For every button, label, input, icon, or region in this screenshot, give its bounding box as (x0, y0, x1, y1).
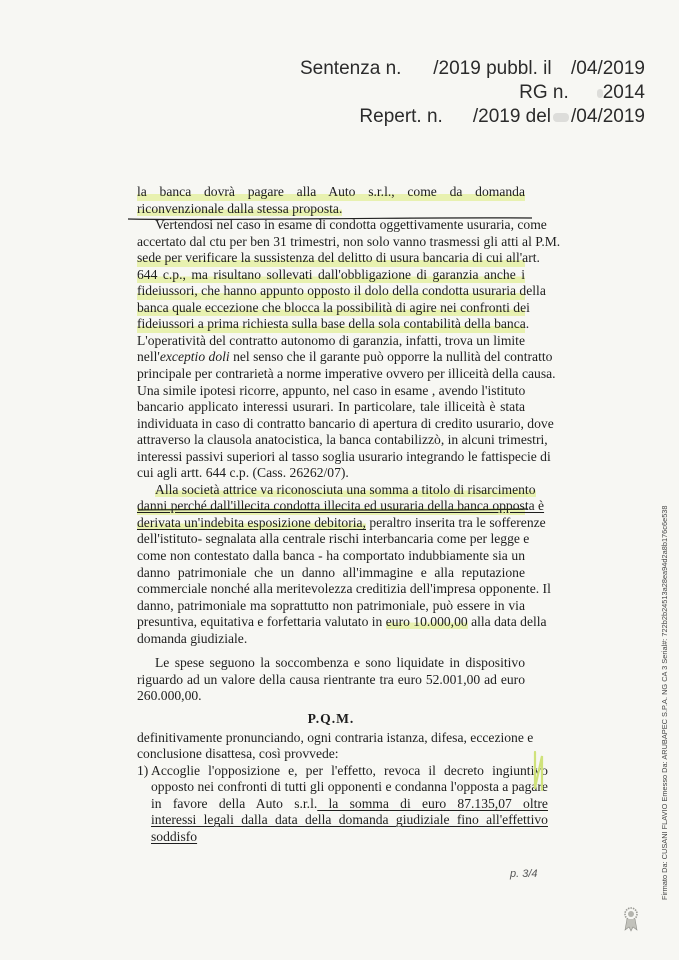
sentence-header (300, 58, 645, 130)
text-line-wrap (137, 481, 536, 499)
list-number: 1) (137, 762, 149, 778)
margin-highlighter-mark (532, 748, 546, 794)
text-line: fideiussori a prima richiesta sulla base della sola contabilità della banca. (137, 316, 530, 332)
paragraph-counterclaim (137, 184, 525, 217)
header-repert-date: /04/2019 (571, 106, 645, 127)
pen-underline (136, 506, 531, 516)
text-line: Le spese seguono la soccombenza e sono liquidate in dispositivo (155, 655, 525, 671)
redaction-blot (597, 89, 603, 98)
spacer (137, 647, 525, 655)
text-line: danno, patrimoniale ma soprattutto non patrimoniale, può essere in via (137, 597, 525, 613)
header-rg-line (300, 82, 645, 106)
header-repert-label: Repert. n. (359, 106, 443, 127)
text-line: dell'istituto- segnalata alla centrale rischi interbancaria come per legge e (137, 531, 530, 547)
text-line: domanda giudiziale. (137, 630, 248, 646)
text-fragment: peraltro inserita tra le sofferenze (365, 514, 546, 530)
text-line: banca quale eccezione che blocca la possibilità di agire nei confronti dei (137, 299, 530, 315)
signature-text: Firmato Da: CUSANI FLAVIO Emesso Da: ARUBAPEC S.P.A. NG CA 3 Serial#: 722b2b24513a28ea94d2a8b176c6e538 (660, 505, 669, 900)
text-fragment: derivata un'indebita esposizione debitoria, (137, 514, 366, 530)
text-line: Alla società attrice va riconosciuta una somma a titolo di risarcimento (155, 481, 536, 497)
header-sentence-label: Sentenza n. (300, 58, 402, 79)
text-line: Una simile ipotesi ricorre, appunto, nel caso in esame , avendo l'istituto (137, 382, 526, 398)
text-fragment: nell' (137, 349, 160, 365)
text-line: soddisfo (151, 828, 198, 844)
text-line: interessi passivi superiori al tasso soglia usurario integrando le fattispecie di (137, 448, 551, 464)
text-line: cui agli artt. 644 c.p. (Cass. 26262/07). (137, 465, 349, 481)
redaction-blot (553, 113, 569, 122)
paragraph-costs (137, 655, 525, 705)
text-line: Accoglie l'opposizione e, per l'effetto, revoca il decreto ingiuntivo (151, 762, 548, 778)
header-repert-number: /2019 del (472, 106, 552, 127)
text-line: conclusione disattesa, così provvede: (137, 746, 339, 762)
page-number: p. 3/4 (510, 868, 538, 880)
text-fragment: in favore della Auto s.r.l. (151, 795, 318, 811)
text-line: definitivamente pronunciando, ogni contraria istanza, difesa, eccezione e (137, 729, 534, 745)
italic-term: exceptio doli (159, 349, 230, 365)
text-fragment: presuntiva, equitativa e forfettaria valutato in (137, 614, 386, 630)
header-pubbl-label: /2019 pubbl. il (433, 58, 552, 79)
list-body (151, 763, 548, 846)
text-line: la banca dovrà pagare alla Auto s.r.l., come da domanda (137, 184, 525, 199)
header-rg-label: RG n. (519, 82, 569, 103)
pqm-heading: P.Q.M. (307, 710, 355, 726)
text-fragment: alla data della (467, 614, 547, 630)
text-line: accertato dal ctu per ben 31 trimestri, non solo vanno trasmessi gli atti al P.M. (137, 233, 561, 249)
text-line: bancario applicato interessi usurari. In particolare, tale illiceità è stata (137, 399, 525, 415)
header-repert-line (300, 106, 645, 130)
text-line: individuata in caso di contratto bancario di apertura di credito usurario, dove (137, 415, 554, 431)
text-line: 644 c.p., ma risultano sollevati dall'obbligazione di garanzia anche i (137, 266, 525, 282)
text-line: L'operatività del contratto autonomo di garanzia, infatti, trova un limite (137, 332, 525, 348)
text-line: danni perché dall'illecita condotta illecita ed usuraria della banca opposta è (137, 498, 545, 514)
text-line-wrap (151, 796, 548, 813)
text-line-wrap (137, 614, 547, 631)
text-line: 260.000,00. (137, 688, 202, 704)
text-fragment: nel senso che il garante può opporre la nullità del contratto (229, 349, 553, 365)
text-line: principale per contrarietà a norme imperative ovvero per illiceità della causa. (137, 366, 556, 382)
text-line: fideiussori, che hanno appunto opposto il dolo della condotta usuraria della (137, 283, 546, 299)
text-line-wrap (137, 514, 546, 532)
header-sentence-line (300, 58, 645, 82)
text-line: riconvenzionale dalla stessa proposta. (137, 200, 343, 216)
text-line: commerciale nonché alla meritevolezza creditizia dell'impresa opponente. Il (137, 581, 551, 597)
digital-signature-strip (660, 505, 670, 900)
text-line: come non contestato dalla banca - ha comportato indubbiamente sia un (137, 548, 525, 564)
text-line: sede per verificare la sussistenza del delitto di usura bancaria di cui all'art. (137, 250, 540, 266)
header-pubbl-date: /04/2019 (571, 58, 645, 79)
text-line: Vertendosi nel caso in esame di condotta oggettivamente usuraria, come (155, 217, 547, 233)
text-line: riguardo ad un valore della causa rientrante tra euro 52.001,00 ad euro (137, 671, 525, 687)
text-line-exceptio (137, 349, 553, 366)
text-line: interessi legali dalla data della domanda giudiziale fino all'effettivo (151, 812, 548, 828)
text-line: attraverso la clausola anatocistica, la banca contabilizzò, in alcuni trimestri, (137, 432, 548, 448)
pen-underline (126, 214, 536, 224)
text-line: danno patrimoniale che un danno all'immagine e alla reputazione (137, 564, 525, 580)
paragraph-ruling-intro (137, 729, 534, 763)
text-fragment: la somma di euro 87.135,07 oltre (317, 795, 548, 811)
seal-icon (622, 906, 640, 932)
text-line: opposto nei confronti di tutti gli opponenti e condanna l'opposta a pagare (151, 779, 548, 795)
highlighted-amount: euro 10.000,00 (385, 614, 468, 630)
header-rg-year: 2014 (602, 82, 645, 103)
paragraph-usury (137, 217, 561, 482)
ruling-item-1 (137, 762, 548, 846)
